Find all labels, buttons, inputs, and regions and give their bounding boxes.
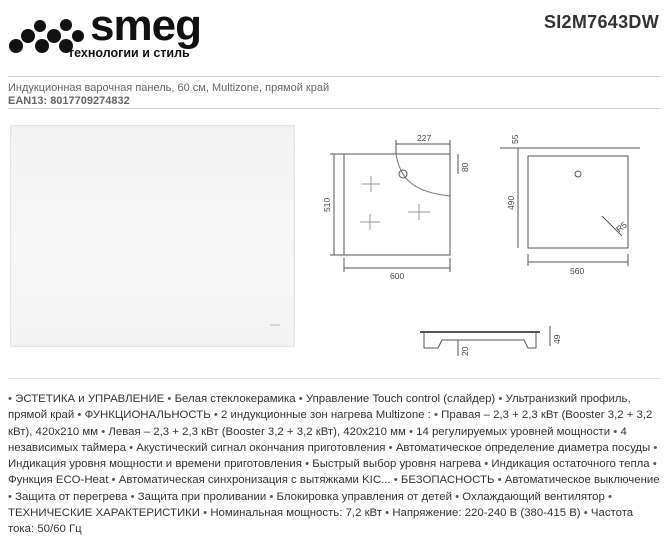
dim-cutout-height: 490 xyxy=(506,195,516,210)
bullet-icon: • xyxy=(495,393,506,405)
feature-item: Автоматическое определение диаметра посуды xyxy=(395,441,651,454)
bullet-icon: • xyxy=(98,425,109,438)
logo-wordmark: smeg xyxy=(90,1,201,50)
bullet-icon: • xyxy=(390,474,401,487)
bullet-icon: • xyxy=(199,507,211,520)
smeg-logo xyxy=(8,1,238,62)
feature-item: 2 индукционные зон нагрева Multizone : xyxy=(221,409,431,422)
feature-item: Левая – 2,3 + 2,3 кВт (Booster 3,2 + 3,2 кВт), 420x210 мм xyxy=(108,425,406,438)
bullet-icon: • xyxy=(494,474,505,487)
dim-side-depth: 20 xyxy=(460,346,470,356)
bullet-icon: • xyxy=(8,490,16,503)
bullet-icon: • xyxy=(125,441,137,454)
bullet-icon: • xyxy=(604,490,612,503)
bullet-icon: • xyxy=(127,490,138,503)
bullet-icon: • xyxy=(650,441,658,454)
brand-mark xyxy=(270,324,280,326)
feature-item: 4 независимых таймера xyxy=(8,425,627,454)
feature-item: Управление Touch control (слайдер) xyxy=(305,393,496,405)
dim-cutout-offset: 55 xyxy=(510,134,520,144)
feature-item: ФУНКЦИОНАЛЬНОСТЬ xyxy=(84,409,211,422)
feature-item: Функция ECO-Heat xyxy=(8,474,109,487)
technical-drawings xyxy=(300,108,669,378)
bullet-icon: • xyxy=(108,474,119,487)
feature-item: ЭСТЕТИКА и УПРАВЛЕНИЕ xyxy=(15,393,165,405)
product-description: Индукционная варочная панель, 60 см, Multizone, прямой край xyxy=(8,82,330,94)
bullet-icon: • xyxy=(649,458,657,471)
feature-item: Ультранизкий профиль, прямой край xyxy=(8,393,631,422)
feature-item: Белая стеклокерамика xyxy=(174,393,296,405)
ean-value: 8017709274832 xyxy=(50,95,130,107)
dim-top-height: 510 xyxy=(322,197,332,212)
bullet-icon: • xyxy=(385,441,396,454)
feature-item: Частота тока: 50/60 Гц xyxy=(8,507,634,536)
feature-item: 14 регулируемых уровней мощности xyxy=(416,425,611,438)
bullet-icon: • xyxy=(266,490,277,503)
feature-item: ТЕХНИЧЕСКИЕ ХАРАКТЕРИСТИКИ xyxy=(8,507,200,520)
feature-item: Напряжение: 220-240 В (380-415 В) xyxy=(392,507,581,520)
bullet-icon: • xyxy=(405,425,417,438)
ean-code xyxy=(8,95,130,107)
feature-item: Акустический сигнал окончания приготовления xyxy=(136,441,386,454)
bullet-icon: • xyxy=(210,409,222,422)
bullet-icon: • xyxy=(481,458,492,471)
bullet-icon: • xyxy=(301,458,313,471)
dim-top-corner-width: 227 xyxy=(417,133,432,143)
feature-item: Автоматическое выключение xyxy=(504,474,660,487)
feature-item: Индикация уровня мощности и времени приготовления xyxy=(8,458,302,471)
dim-side-height: 49 xyxy=(552,334,562,344)
cutout-outline xyxy=(528,156,628,248)
bullet-icon: • xyxy=(74,409,85,422)
features-divider xyxy=(8,378,661,379)
feature-item: БЕЗОПАСНОСТЬ xyxy=(400,474,495,487)
feature-item: Быстрый выбор уровня нагрева xyxy=(312,458,482,471)
ean-label: EAN13: xyxy=(8,95,48,107)
dim-cutout-width: 560 xyxy=(570,266,585,276)
feature-item: Индикация остаточного тепла xyxy=(491,458,650,471)
product-image xyxy=(10,125,295,347)
feature-item: Защита от перегрева xyxy=(15,490,128,503)
feature-item: Блокировка управления от детей xyxy=(276,490,452,503)
feature-item: Охлаждающий вентилятор xyxy=(462,490,605,503)
bullet-icon: • xyxy=(580,507,591,520)
dim-cutout-radius: R5 xyxy=(614,219,629,235)
model-number: SI2M7643DW xyxy=(543,12,659,32)
bullet-icon: • xyxy=(8,393,16,405)
dim-top-width: 600 xyxy=(390,271,405,281)
dim-top-corner-height: 80 xyxy=(460,162,470,172)
feature-list xyxy=(8,391,660,538)
feature-item: Правая – 2,3 + 2,3 кВт (Booster 3,2 + 3,2 кВт), 420x210 мм xyxy=(8,409,653,438)
logo-tagline: технологии и стиль xyxy=(68,46,190,60)
bullet-icon: • xyxy=(382,507,393,520)
feature-item: Номинальная мощность: 7,2 кВт xyxy=(210,507,382,520)
header-divider xyxy=(8,76,661,77)
bullet-icon: • xyxy=(451,490,463,503)
feature-item: Защита при проливании xyxy=(137,490,267,503)
dimension-drawing xyxy=(300,108,669,378)
feature-item: Автоматическая синхронизация с вытяжками KIC... xyxy=(118,474,391,487)
bullet-icon: • xyxy=(610,425,621,438)
bullet-icon: • xyxy=(295,393,306,405)
top-view-outline xyxy=(344,154,450,255)
bullet-icon: • xyxy=(164,393,175,405)
bullet-icon: • xyxy=(430,409,442,422)
